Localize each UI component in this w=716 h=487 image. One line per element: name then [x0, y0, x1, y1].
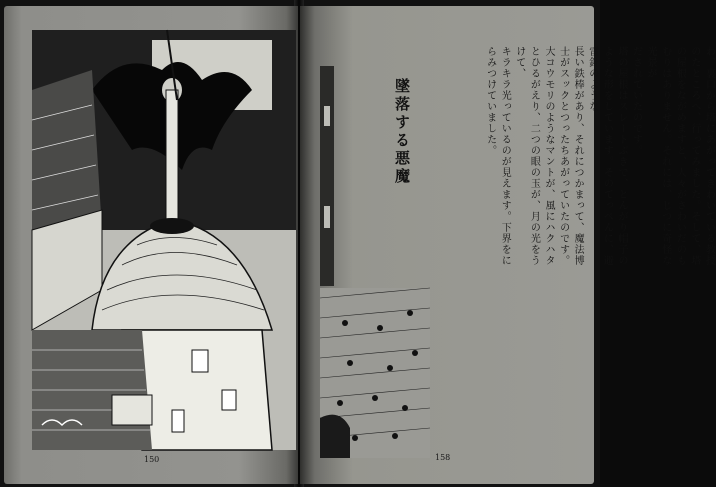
crowd-illustration — [320, 288, 430, 458]
text-line-4: 長い鉄棒があり、それにつかまって、魔法博士がスックとつったちあがっていたのです。 — [557, 46, 584, 266]
chapter-heading: 墜落する悪魔 — [393, 78, 411, 186]
text-line-6: キラキラ光っているのが見えます。下界をにらみつけていました。 — [484, 46, 511, 266]
text-line-3: 塔の屋根はスレートぶきで、とんがり帽子のような形をしています。そのてっぺんに、避雷針のような — [586, 46, 627, 266]
right-page-number: 158 — [435, 453, 451, 462]
left-page — [4, 6, 298, 484]
left-page-number: 150 — [144, 455, 160, 464]
text-line-1: わ、裏口から塔にあがってきわいている教授のたところへ、行ってみました。そして、塔の屋根をながめますと、人々がさわいだのもむりはありません。それには、じつに奇怪な光景が — [645, 46, 715, 266]
right-page — [300, 6, 715, 484]
text-line-5: 大コウモリのようなマントが、風にハクハタとひるがえり、二つの眼の玉が、月の光をうけて、 — [513, 46, 554, 266]
body-text-upper — [482, 46, 716, 271]
illustration — [32, 30, 296, 450]
text-line-2: だされていたのです。 — [630, 46, 642, 156]
page-edge-figure — [320, 66, 334, 286]
